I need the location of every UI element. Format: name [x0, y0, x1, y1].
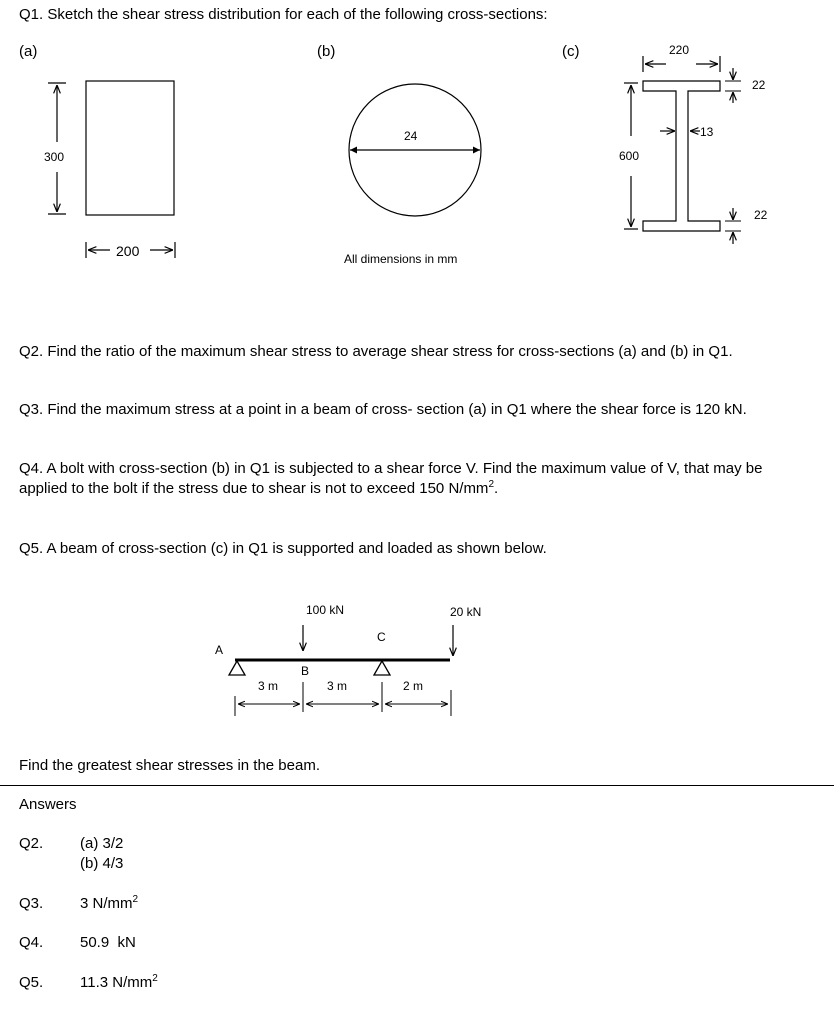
span3-label: 2 m — [403, 679, 424, 693]
q2-text: Q2. Find the ratio of the maximum shear stress to average shear stress for cross-sections (a) and (b) in Q1. — [19, 343, 733, 360]
rect-width-label: 200 — [116, 243, 140, 259]
span2-label: 3 m — [327, 679, 348, 693]
point-c-label: C — [377, 630, 386, 644]
circle-diameter-label: 24 — [404, 129, 418, 143]
q3-text: Q3. Find the maximum stress at a point in a beam of cross- section (a) in Q1 where the shear force is 120 kN. — [19, 401, 747, 418]
answer-q2-b: (b) 4/3 — [80, 855, 124, 872]
load2-label: 20 kN — [450, 605, 482, 619]
answer-q2-label: Q2. — [19, 835, 44, 852]
answer-q3-label: Q3. — [19, 895, 44, 912]
q5-find: Find the greatest shear stresses in the beam. — [19, 757, 320, 774]
flange-bottom-label: 22 — [754, 208, 768, 222]
divider — [0, 785, 834, 786]
point-a-label: A — [215, 643, 224, 657]
rect-section — [86, 81, 174, 215]
label-c: (c) — [562, 43, 580, 60]
answer-q5-label: Q5. — [19, 974, 44, 991]
ibeam-width-label: 220 — [669, 43, 690, 57]
answer-q2-a: (a) 3/2 — [80, 835, 124, 852]
ibeam-depth-label: 600 — [619, 149, 640, 163]
answer-q4-value: 50.9 kN — [80, 934, 136, 951]
q5-text: Q5. A beam of cross-section (c) in Q1 is supported and loaded as shown below. — [19, 540, 547, 557]
dimensions-note: All dimensions in mm — [344, 252, 458, 266]
rect-height-label: 300 — [44, 150, 65, 164]
point-b-label: B — [301, 664, 310, 678]
support-c — [374, 661, 390, 675]
label-a: (a) — [19, 43, 38, 60]
ibeam-web-label: 13 — [700, 125, 714, 139]
answer-q3-value: 3 $N/mm^2$ — [80, 894, 139, 912]
load1-label: 100 kN — [306, 603, 345, 617]
answer-q5-value: 11.3 $N/mm^2$ — [80, 973, 158, 991]
support-a — [229, 661, 245, 675]
q1-text: Q1. Sketch the shear stress distribution for each of the following cross-sections: — [19, 6, 548, 23]
span1-label: 3 m — [258, 679, 279, 693]
ibeam-section — [643, 81, 720, 231]
answers-heading: Answers — [19, 796, 77, 813]
label-b: (b) — [317, 43, 336, 60]
answer-q4-label: Q4. — [19, 934, 44, 951]
q4-text: Q4. A bolt with cross-section (b) in Q1 is subjected to a shear force V. Find the maximum value of V, that may be applied to the bolt if the stress due to shear is not to exceed 150 $N/mm^2$. — [19, 460, 763, 497]
flange-top-label: 22 — [752, 78, 766, 92]
